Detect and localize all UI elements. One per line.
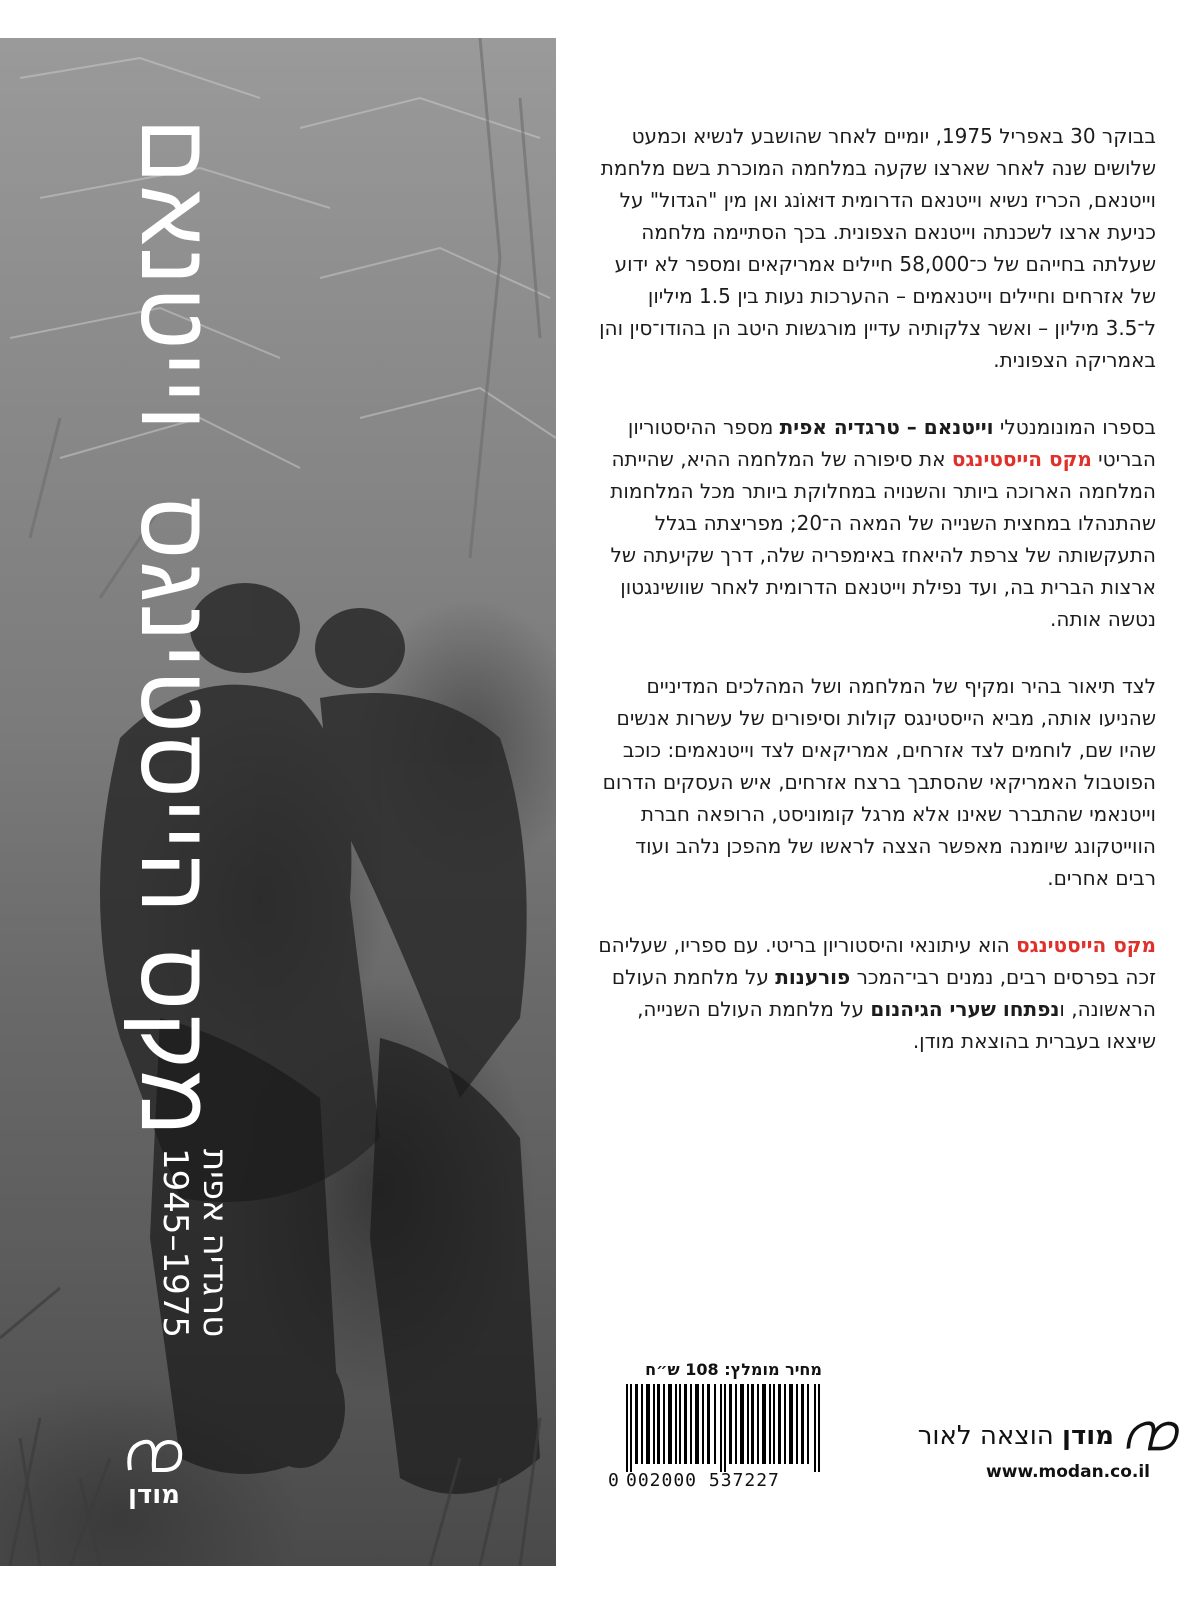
author-name-highlight: מקס הייסטינגס xyxy=(951,447,1092,471)
blurb-paragraph-3: לצד תיאור בהיר ומקיף של המלחמה ושל המהלכים המדיניים שהניעו אותה, מביא הייסטינגס קולות וסיפורים של עשרות אנשים שהיו שם, לוחמים לצד אזרחים, אמריקאים לצד וייטנאמים: כוכב הפוטבול האמריקאי שהסתבך ברצח אזרחים, איש העסקים הדרום וייטנאמי שהתברר שאינו אלא מרגל קומוניסט, הרופאה חברת הווייטקונג שיומנה מאפשר הצצה לראשו של מהפכן נלהב ועוד רבים אחרים. xyxy=(602,674,1156,890)
blurb-paragraph-2 xyxy=(596,411,1156,635)
book-title-inferno: נפתחו שערי הגיהנום xyxy=(870,997,1060,1021)
spine-subtitle xyxy=(140,1128,250,1358)
spine-author: מקס הייסטינגס xyxy=(119,496,232,1138)
spine-publisher-logo xyxy=(122,1436,186,1546)
price-label: מחיר מומלץ: 108 ש״ח xyxy=(645,1360,822,1379)
author-bio-paragraph xyxy=(596,929,1156,1057)
text-span: – xyxy=(899,415,924,439)
text-span: בספרו המונומנטלי xyxy=(993,415,1156,439)
text-span: את סיפורה של המלחמה ההיא, שהייתה המלחמה הארוכה ביותר והשנויה במחלוקת ביותר מכל המלחמות שהתנהלו במחצית השנייה של המאה ה־20; מפריצתה בגלל התעקשותה של צרפת להיאחז באימפריה שלה, דרך שקיעתה של ארצות הברית בה, ועד נפילת וייטנאם הדרומית לאחר שוושינגטון נטשה אותה. xyxy=(610,447,1156,631)
modan-logo-icon xyxy=(124,1436,184,1476)
barcode-number xyxy=(608,1470,822,1491)
soldiers-photo xyxy=(0,38,556,1566)
publisher-logo xyxy=(917,1418,1180,1498)
publisher-line xyxy=(918,1418,1180,1454)
barcode-lead-digit: 0 xyxy=(608,1470,620,1491)
barcode-block xyxy=(608,1360,822,1492)
barcode-digits: 002000 537227 xyxy=(626,1470,780,1491)
text-span: מספר ההיסטוריון הבריטי xyxy=(627,415,1156,471)
text-span: הוא עיתונאי והיסטוריון בריטי. עם ספריו, שעליהם זכה בפרסים רבים, נמנים רבי־המכר xyxy=(598,933,1156,989)
publisher-name xyxy=(918,1421,1114,1451)
publisher-name-rest: הוצאה לאור xyxy=(917,1421,1063,1451)
spine-title xyxy=(119,118,232,1138)
spine-logo-text: מודן xyxy=(128,1480,180,1510)
modan-logo-icon xyxy=(1122,1418,1180,1454)
barcode-icon xyxy=(626,1384,822,1472)
spine-photo xyxy=(0,38,556,1566)
book-subtitle: טרגדיה אפית xyxy=(779,415,900,439)
spine-subtitle-text: טרגדיה אפית xyxy=(195,1148,235,1338)
back-cover-blurb xyxy=(596,120,1156,1092)
text-span: על מלחמת העולם השנייה, שיצאו בעברית בהוצאת מודן. xyxy=(637,997,1156,1053)
spine-years: 1945–1975 xyxy=(155,1147,195,1339)
spine-book-title: וייטנאם xyxy=(119,118,232,433)
book-title-vietnam: וייטנאם xyxy=(923,415,994,439)
author-name-highlight: מקס הייסטינגס xyxy=(1016,933,1156,957)
blurb-paragraph-1: בבוקר 30 באפריל 1975, יומיים לאחר שהושבע לנשיא וכמעט שלושים שנה לאחר שארצו שקעה במלחמה המוכרת בשם מלחמת וייטנאם, הכריז נשיא וייטנאם הדרומית דוּאוֹנג ואן מין "הגדול" על כניעת ארצו לשכנתה וייטנאם הצפונית. בכך הסתיימה מלחמה שעלתה בחייהם של כ־58,000 חיילים אמריקאים ומספר לא ידוע של אזרחים וחיילים וייטנאמים – ההערכות נעות בין 1.5 מיליון ל־3.5 מיליון – ואשר צלקותיה עדיין מורגשות היטב הן בהודו־סין והן באמריקה הצפונית. xyxy=(599,124,1156,372)
publisher-url: www.modan.co.il xyxy=(986,1462,1150,1482)
publisher-name-bold: מודן xyxy=(1062,1421,1114,1451)
text-span: על מלחמת העולם הראשונה, ו xyxy=(611,965,1156,1021)
book-title-catastrophe: פורענות xyxy=(775,965,851,989)
